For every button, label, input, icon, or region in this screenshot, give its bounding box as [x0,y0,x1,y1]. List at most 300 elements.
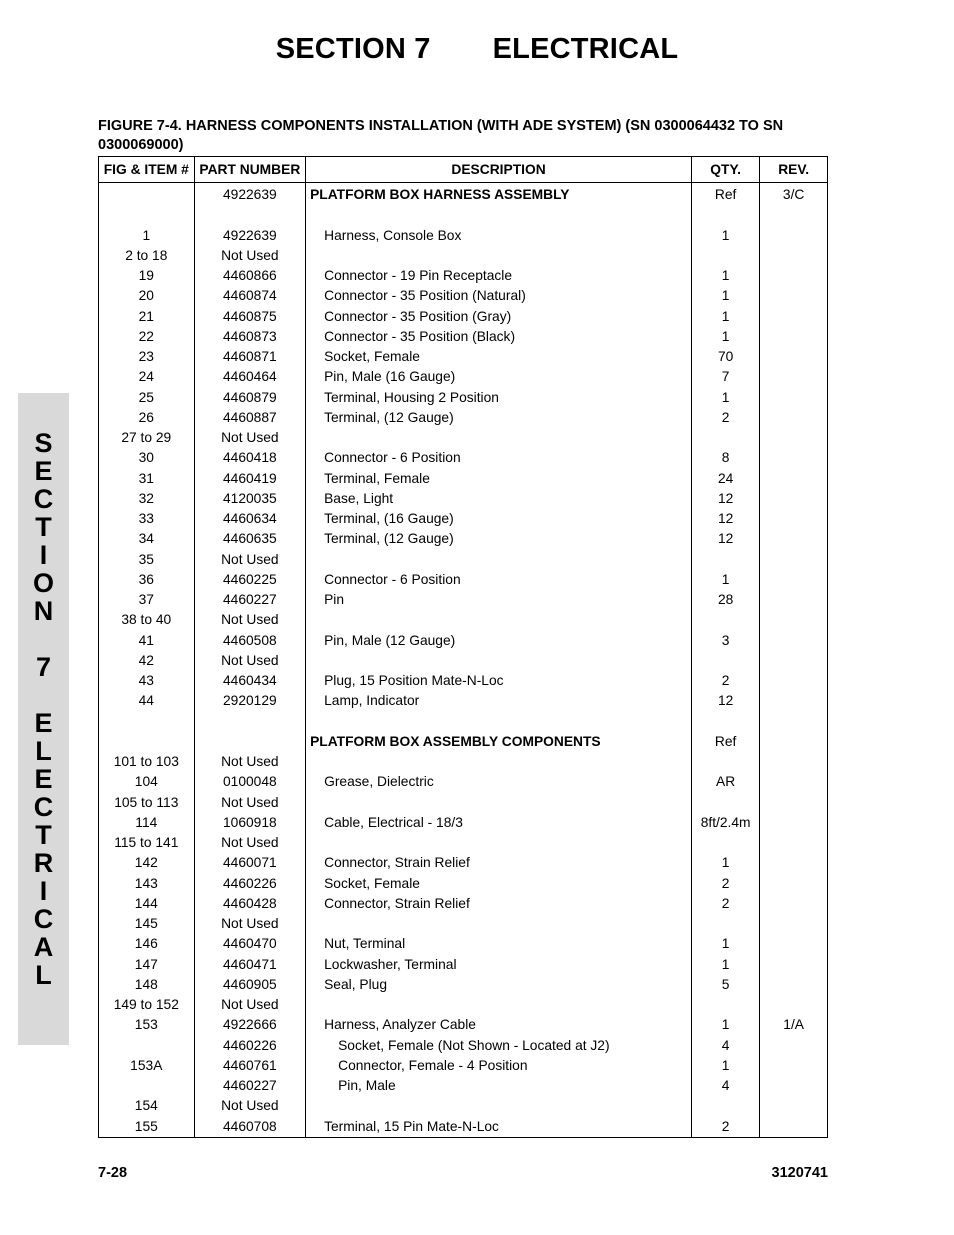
section-title: ELECTRICAL [492,33,679,65]
cell-part-number: 2920129 [194,691,306,711]
cell-rev [760,347,828,367]
cell-part-number: Not Used [194,1096,306,1116]
cell-qty [691,752,759,772]
cell-fig-item: 2 to 18 [99,246,195,266]
cell-rev [760,489,828,509]
cell-rev [760,529,828,549]
cell-part-number: 4460887 [194,408,306,428]
cell-rev [760,975,828,995]
side-tab-letter: O [32,568,54,598]
cell-part-number: Not Used [194,651,306,671]
cell-rev [760,327,828,347]
cell-fig-item: 155 [99,1117,195,1138]
section-side-tab [18,393,69,1045]
cell-fig-item: 25 [99,388,195,408]
cell-part-number: 4460418 [194,448,306,468]
cell-description: Socket, Female [306,874,692,894]
side-tab-letter: I [39,540,48,570]
cell-fig-item: 147 [99,955,195,975]
cell-description: Connector - 6 Position [306,448,692,468]
cell-rev [760,732,828,752]
cell-rev [760,853,828,873]
cell-part-number: 4460708 [194,1117,306,1138]
cell-description: Pin, Male (12 Gauge) [306,631,692,651]
cell-rev [760,813,828,833]
cell-rev [760,286,828,306]
cell-rev [760,833,828,853]
cell-fig-item: 114 [99,813,195,833]
cell-qty: 1 [691,570,759,590]
cell-qty: 12 [691,509,759,529]
cell-fig-item: 22 [99,327,195,347]
cell-fig-item: 41 [99,631,195,651]
cell-qty [691,793,759,813]
cell-description: PLATFORM BOX HARNESS ASSEMBLY [306,183,692,206]
cell-fig-item: 27 to 29 [99,428,195,448]
cell-rev [760,1096,828,1116]
cell-rev [760,691,828,711]
table-row [99,1076,828,1096]
cell-part-number: 4460470 [194,934,306,954]
cell-rev [760,914,828,934]
cell-fig-item [99,732,195,752]
table-row [99,691,828,711]
cell-qty: 2 [691,671,759,691]
cell-part-number: Not Used [194,793,306,813]
side-tab-letter: C [33,904,54,934]
table-row [99,205,828,225]
document-number: 3120741 [771,1165,828,1181]
cell-fig-item: 43 [99,671,195,691]
cell-description: Nut, Terminal [306,934,692,954]
cell-fig-item [99,183,195,206]
cell-qty [691,833,759,853]
cell-qty: 1 [691,934,759,954]
page-number: 7-28 [98,1165,128,1181]
cell-part-number: 4460634 [194,509,306,529]
cell-rev [760,205,828,225]
cell-description: Connector, Female - 4 Position [306,1056,692,1076]
cell-fig-item: 105 to 113 [99,793,195,813]
cell-description [306,205,692,225]
table-header-row [99,157,828,183]
cell-fig-item: 149 to 152 [99,995,195,1015]
cell-fig-item [99,712,195,732]
cell-qty: 1 [691,226,759,246]
cell-qty: 12 [691,529,759,549]
side-tab-letter: E [34,456,53,486]
cell-part-number: Not Used [194,550,306,570]
cell-description [306,1096,692,1116]
cell-part-number: 4460471 [194,955,306,975]
cell-description: Pin, Male [306,1076,692,1096]
cell-rev [760,1076,828,1096]
cell-part-number: 4460635 [194,529,306,549]
cell-part-number: 4460071 [194,853,306,873]
cell-description: Cable, Electrical - 18/3 [306,813,692,833]
table-row [99,388,828,408]
table-row [99,1036,828,1056]
cell-part-number: Not Used [194,428,306,448]
cell-rev [760,266,828,286]
cell-fig-item: 101 to 103 [99,752,195,772]
table-row [99,712,828,732]
cell-description: PLATFORM BOX ASSEMBLY COMPONENTS [306,732,692,752]
cell-part-number: 4460226 [194,874,306,894]
cell-qty: 8ft/2.4m [691,813,759,833]
cell-qty [691,712,759,732]
cell-rev [760,428,828,448]
cell-description [306,793,692,813]
cell-description: Terminal, Female [306,469,692,489]
cell-description: Harness, Console Box [306,226,692,246]
table-row [99,813,828,833]
header-fig-item: FIG & ITEM # [99,157,195,183]
cell-part-number: 4460464 [194,367,306,387]
cell-qty: 1 [691,1056,759,1076]
cell-part-number: 4460428 [194,894,306,914]
cell-rev [760,367,828,387]
header-rev: REV. [760,157,828,183]
cell-rev: 3/C [760,183,828,206]
header-qty: QTY. [691,157,759,183]
cell-qty: 5 [691,975,759,995]
cell-rev [760,631,828,651]
cell-qty: 8 [691,448,759,468]
cell-qty: Ref [691,183,759,206]
cell-qty: 70 [691,347,759,367]
cell-fig-item: 38 to 40 [99,610,195,630]
table-row [99,347,828,367]
cell-part-number [194,205,306,225]
table-row [99,509,828,529]
cell-rev [760,408,828,428]
cell-qty: 1 [691,388,759,408]
cell-qty: 3 [691,631,759,651]
cell-description [306,712,692,732]
cell-part-number: 4460871 [194,347,306,367]
cell-description: Lamp, Indicator [306,691,692,711]
cell-description: Socket, Female (Not Shown - Located at J2) [306,1036,692,1056]
side-tab-letter: R [33,848,54,878]
cell-qty: 1 [691,853,759,873]
cell-rev [760,955,828,975]
cell-description: Terminal, (16 Gauge) [306,509,692,529]
section-number: SECTION 7 [275,33,431,65]
cell-rev [760,388,828,408]
cell-rev [760,590,828,610]
cell-qty: 1 [691,266,759,286]
cell-rev [760,712,828,732]
cell-qty: 12 [691,489,759,509]
side-tab-letter: A [33,932,54,962]
cell-part-number: 4460434 [194,671,306,691]
cell-fig-item: 33 [99,509,195,529]
cell-part-number: 4460874 [194,286,306,306]
cell-description: Terminal, (12 Gauge) [306,529,692,549]
cell-fig-item: 153 [99,1015,195,1035]
cell-qty: 1 [691,1015,759,1035]
side-tab-letter: C [33,484,54,514]
cell-qty: 24 [691,469,759,489]
cell-description [306,610,692,630]
cell-fig-item: 42 [99,651,195,671]
cell-part-number: 4460875 [194,307,306,327]
cell-rev [760,874,828,894]
table-row [99,1096,828,1116]
cell-part-number: 4460508 [194,631,306,651]
table-row [99,995,828,1015]
cell-qty: 7 [691,367,759,387]
cell-fig-item: 20 [99,286,195,306]
cell-fig-item [99,1036,195,1056]
cell-part-number: 4120035 [194,489,306,509]
cell-fig-item: 31 [99,469,195,489]
cell-rev [760,793,828,813]
cell-qty: 2 [691,1117,759,1138]
cell-part-number: 4922666 [194,1015,306,1035]
cell-rev [760,1117,828,1138]
side-tab-letter [18,681,69,709]
table-row [99,732,828,752]
cell-description: Terminal, Housing 2 Position [306,388,692,408]
side-tab-letter: 7 [35,652,52,682]
cell-rev [760,570,828,590]
cell-fig-item: 146 [99,934,195,954]
table-row [99,793,828,813]
cell-qty: Ref [691,732,759,752]
table-row [99,286,828,306]
cell-part-number: 4460225 [194,570,306,590]
cell-qty: 28 [691,590,759,610]
cell-part-number: 4460866 [194,266,306,286]
cell-description: Plug, 15 Position Mate-N-Loc [306,671,692,691]
cell-description [306,246,692,266]
cell-description [306,428,692,448]
cell-fig-item: 32 [99,489,195,509]
cell-fig-item: 154 [99,1096,195,1116]
table-row [99,590,828,610]
cell-fig-item: 24 [99,367,195,387]
table-row [99,631,828,651]
table-row [99,874,828,894]
cell-fig-item: 44 [99,691,195,711]
cell-part-number [194,712,306,732]
side-tab-letter: I [39,876,48,906]
cell-rev [760,469,828,489]
cell-qty [691,205,759,225]
table-row [99,469,828,489]
cell-part-number: 4460905 [194,975,306,995]
cell-part-number: 4460227 [194,1076,306,1096]
cell-description: Connector - 19 Pin Receptacle [306,266,692,286]
side-tab-letter: L [35,960,52,990]
cell-qty: 12 [691,691,759,711]
side-tab-letter: C [33,792,54,822]
cell-fig-item: 148 [99,975,195,995]
cell-fig-item: 145 [99,914,195,934]
cell-part-number: 4460227 [194,590,306,610]
table-row [99,246,828,266]
table-row [99,570,828,590]
parts-table [98,156,828,1138]
cell-fig-item [99,1076,195,1096]
cell-fig-item: 23 [99,347,195,367]
cell-description [306,752,692,772]
table-row [99,489,828,509]
cell-rev [760,934,828,954]
cell-part-number: 4922639 [194,226,306,246]
side-tab-letter [18,625,69,653]
side-tab-letter: N [33,596,54,626]
cell-part-number: 4460419 [194,469,306,489]
cell-part-number: Not Used [194,246,306,266]
cell-part-number: 0100048 [194,772,306,792]
cell-part-number: 4922639 [194,183,306,206]
cell-qty: 2 [691,874,759,894]
cell-part-number: 4460761 [194,1056,306,1076]
cell-description: Connector, Strain Relief [306,894,692,914]
cell-fig-item: 115 to 141 [99,833,195,853]
cell-fig-item: 153A [99,1056,195,1076]
table-row [99,183,828,206]
cell-description: Socket, Female [306,347,692,367]
side-tab-letter: S [34,428,53,458]
cell-qty: 1 [691,307,759,327]
table-row [99,955,828,975]
cell-description: Connector - 35 Position (Gray) [306,307,692,327]
cell-description: Connector - 35 Position (Black) [306,327,692,347]
cell-description: Terminal, 15 Pin Mate-N-Loc [306,1117,692,1138]
table-row [99,428,828,448]
side-tab-letter: E [34,764,53,794]
table-row [99,934,828,954]
cell-rev [760,610,828,630]
cell-qty [691,610,759,630]
table-row [99,894,828,914]
cell-rev [760,246,828,266]
table-row [99,529,828,549]
table-row [99,651,828,671]
cell-description: Harness, Analyzer Cable [306,1015,692,1035]
cell-description [306,833,692,853]
cell-description: Base, Light [306,489,692,509]
cell-rev [760,1036,828,1056]
cell-fig-item: 144 [99,894,195,914]
table-row [99,1117,828,1138]
cell-rev [760,226,828,246]
table-row [99,448,828,468]
table-row [99,1056,828,1076]
cell-description: Connector, Strain Relief [306,853,692,873]
table-row [99,671,828,691]
table-row [99,408,828,428]
cell-part-number: 4460879 [194,388,306,408]
table-row [99,752,828,772]
cell-description: Grease, Dielectric [306,772,692,792]
cell-part-number: 4460226 [194,1036,306,1056]
cell-qty: 4 [691,1076,759,1096]
cell-description [306,651,692,671]
side-tab-letter: L [35,736,52,766]
cell-fig-item: 37 [99,590,195,610]
parts-table-body [99,183,828,1138]
cell-description: Pin, Male (16 Gauge) [306,367,692,387]
side-tab-letter: T [35,820,52,850]
figure-caption: FIGURE 7-4. HARNESS COMPONENTS INSTALLATION (WITH ADE SYSTEM) (SN 0300064432 TO SN 0300069000) [98,118,784,153]
cell-rev [760,671,828,691]
cell-part-number: Not Used [194,610,306,630]
cell-fig-item: 142 [99,853,195,873]
table-row [99,772,828,792]
cell-fig-item: 21 [99,307,195,327]
cell-qty: 1 [691,286,759,306]
cell-fig-item: 36 [99,570,195,590]
table-row [99,833,828,853]
cell-rev [760,651,828,671]
table-row [99,327,828,347]
cell-rev [760,772,828,792]
table-row [99,226,828,246]
cell-fig-item: 26 [99,408,195,428]
table-row [99,610,828,630]
cell-qty: 2 [691,408,759,428]
cell-part-number: Not Used [194,752,306,772]
cell-fig-item: 143 [99,874,195,894]
cell-qty [691,651,759,671]
cell-description [306,914,692,934]
cell-rev: 1/A [760,1015,828,1035]
cell-rev [760,550,828,570]
cell-qty: 4 [691,1036,759,1056]
cell-qty [691,550,759,570]
cell-rev [760,307,828,327]
table-row [99,307,828,327]
side-tab-letter: E [34,708,53,738]
cell-qty [691,246,759,266]
cell-description: Seal, Plug [306,975,692,995]
cell-description: Connector - 6 Position [306,570,692,590]
table-row [99,550,828,570]
cell-part-number: Not Used [194,833,306,853]
table-row [99,975,828,995]
cell-part-number: 1060918 [194,813,306,833]
cell-description: Connector - 35 Position (Natural) [306,286,692,306]
cell-rev [760,509,828,529]
cell-rev [760,1056,828,1076]
cell-qty: 1 [691,955,759,975]
table-row [99,367,828,387]
cell-qty [691,995,759,1015]
cell-qty [691,1096,759,1116]
cell-fig-item: 1 [99,226,195,246]
cell-rev [760,752,828,772]
cell-part-number [194,732,306,752]
cell-fig-item: 30 [99,448,195,468]
page-title [0,33,954,66]
cell-description [306,995,692,1015]
cell-fig-item: 34 [99,529,195,549]
cell-description [306,550,692,570]
cell-fig-item: 104 [99,772,195,792]
table-row [99,266,828,286]
header-part-number: PART NUMBER [194,157,306,183]
cell-part-number: Not Used [194,995,306,1015]
cell-rev [760,894,828,914]
cell-qty [691,914,759,934]
cell-qty [691,428,759,448]
cell-fig-item [99,205,195,225]
